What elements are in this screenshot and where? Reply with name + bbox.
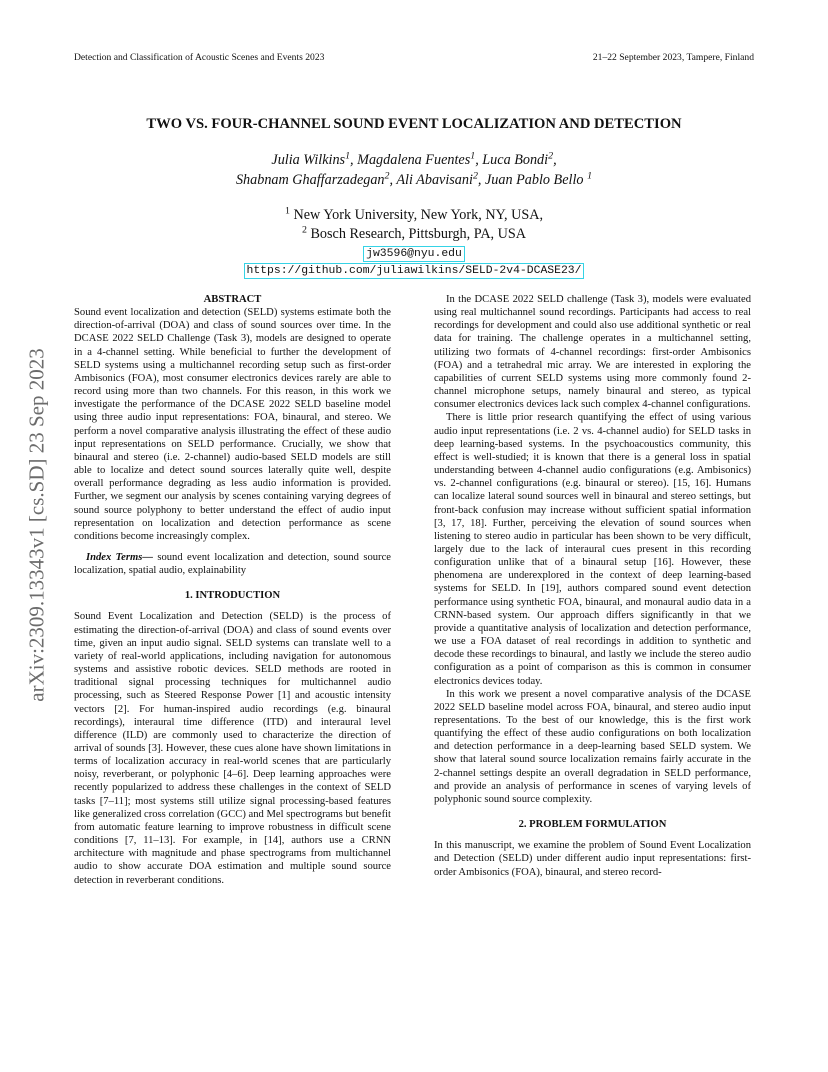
author-name: Julia Wilkins xyxy=(271,152,346,168)
affiliation-nyu: New York University, New York, NY, USA, xyxy=(293,207,543,223)
left-column xyxy=(74,293,391,887)
affiliation-bosch: Bosch Research, Pittsburgh, PA, USA xyxy=(310,226,527,242)
problem-paragraph-1: In this manuscript, we examine the problem of Sound Event Localization and Detection (SELD) under different audio input representations: first-order Ambisonics (FOA), binaural, and stereo record- xyxy=(434,840,751,878)
affil-number: 1 xyxy=(285,205,290,217)
intro-paragraph-3: There is little prior research quantifying the effect of using various audio input representations (i.e. 2 vs. 4-channel audio) for SELD tasks in deep learning-based systems. In the psychoacoustics community, this effect is well-studied; it is known that there is a general loss in spatial understanding between 4-channel audio configurations (e.g. Ambisonics) vs. 2-channel configurations (e.g. binaural or stereo). [15, 16]. Humans can localize lateral sound sources well in binaural and stereo settings, but front-back confusion may increase without sufficient spatial information [3, 17, 18]. Further, perceiving the elevation of sound sources when listening to stereo audio in particular has been shown to be very difficult, largely due to the lack of interaural cues present in this recording configuration unlike that of a binaural setup [16]. However, these phenomena are underexplored in the context of deep learning-based systems for SELD. In [19], authors compared sound event detection performance using synthetic FOA, binaural, and monaural audio data in a CRNN-based system. Our approach differs significantly in that we provide a quantitative analysis of localization and detection performance, we use a FOA dataset of real recordings in addition to synthetic and decode these recordings to binaural, and lastly we include the stereo audio configuration as a point of comparison as this is common in consumer electronics devices today. xyxy=(434,412,751,687)
author-list: Julia Wilkins$^1$, Magdalena Fuentes$^1$, Luca Bondi$^2$, Shabnam Ghaffarzadegan$^2$, Ali Abavisani$^2$, Juan Pablo Bello $^1$ xyxy=(235,150,593,188)
author-name: Shabnam Ghaffarzadegan xyxy=(235,172,385,188)
author-name: Luca Bondi xyxy=(482,152,549,168)
author-name: Juan Pablo Bello xyxy=(485,172,584,188)
author-name: Magdalena Fuentes xyxy=(357,152,471,168)
repo-link[interactable]: https://github.com/juliawilkins/SELD-2v4-DCASE23/ xyxy=(244,263,585,279)
affil-number: 2 xyxy=(301,224,307,236)
index-terms xyxy=(74,551,391,577)
intro-heading: 1. INTRODUCTION xyxy=(184,590,281,602)
intro-paragraph-1: Sound Event Localization and Detection (SELD) is the process of estimating the direction-of-arrival (DOA) and class of sound events over time, given an input audio signal. SELD systems can translate well to a variety of real-world applications, including navigation for autonomous systems and assistive robotic devices. SELD methods are rooted in traditional signal processing techniques for multichannel audio processing, such as Steered Response Power [1] and acoustic intensity vectors [2]. For human-inspired audio recordings (e.g. binaural recordings), interaural time difference (ITD) and interaural level difference (ILD) are commonly used to characterize the direction of arrival of sounds [3]. However, these cues alone have shown limitations in terms of localization accuracy in real-world scenes that are particularly noisy, reverberant, or polyphonic [4–6]. Deep learning approaches were recently popularized to address these challenges in the context of SELD tasks [7–11]; most systems still utilize signal processing-based features like generalized cross correlation (GCC) and Mel spectrograms but benefit from automatic feature learning to improve robustness in difficult scene conditions [7, 11–13]. For example, in [14], authors use a CRNN architecture with magnitude and phase spectrograms from multichannel audio to show accurate DOA estimation and multiple sound source detection in reverberant conditions. xyxy=(74,611,391,886)
author-affil-mark: 1 xyxy=(587,170,593,182)
index-terms-label: Index Terms— xyxy=(86,551,153,563)
author-affil-mark: 2 xyxy=(472,170,478,182)
email-link[interactable]: jw3596@nyu.edu xyxy=(363,246,465,262)
problem-heading: 2. PROBLEM FORMULATION xyxy=(518,819,667,831)
index-terms-text: sound event localization and detection, sound source localization, spatial audio, explainability xyxy=(74,551,391,577)
intro-paragraph-2: In the DCASE 2022 SELD challenge (Task 3), models were evaluated using real multichannel sound recordings. Participants had access to real recordings for development and could also use additional synthetic or real data for training. The challenge operates in a multichannel setting, utilizing two formats of 4-channel recordings: first-order Ambisonics (FOA) and a tetrahedral mic array. We are interested in exploring the capabilities of current SELD systems using more commonly found 2-channel microphone setups, namely binaural and stereo, as typical consumer electronics devices lack such complex 4-channel configurations. xyxy=(434,294,751,411)
author-affil-mark: 2 xyxy=(548,150,554,162)
author-affil-mark: 1 xyxy=(345,150,351,162)
running-header-right: 21–22 September 2023, Tampere, Finland xyxy=(592,52,754,63)
author-name: Ali Abavisani xyxy=(396,172,473,188)
running-header-left: Detection and Classification of Acoustic Scenes and Events 2023 xyxy=(74,52,325,63)
author-affil-mark: 1 xyxy=(470,150,476,162)
arxiv-side-label xyxy=(26,290,48,760)
intro-paragraph-4: In this work we present a novel comparative analysis of the DCASE 2022 SELD baseline model across FOA, binaural, and stereo audio input representations. To the best of our knowledge, this is the first work quantifying the effect of these audio configurations on both localization and detection performance in a deep-learning based SELD system. We show that lateral sound source localization remains fairly accurate in the 2-channel settings despite an overall degradation in SELD performance, and provide an analysis of performance in scenes of varying levels of polyphonic sound source complexity. xyxy=(434,688,751,805)
author-affil-mark: 2 xyxy=(384,170,390,182)
abstract-heading: ABSTRACT xyxy=(203,294,262,305)
contact-links xyxy=(0,246,828,280)
abstract-text: Sound event localization and detection (SELD) systems estimate both the direction-of-arrival (DOA) and class of sound sources over time. In the DCASE 2022 SELD Challenge (Task 3), models are designed to operate in a 4-channel setting. While beneficial to further the development of SELD systems using a multichannel recording setup such as first-order Ambisonics (FOA), most consumer electronics devices rarely are able to record using more than two channels. For this reason, in this work we investigate the performance of the DCASE 2022 SELD baseline model using three audio input representations: FOA, binaural, and stereo. We perform a novel comparative analysis illustrating the effect of these audio input representations on SELD performance. Crucially, we show that binaural and stereo (i.e. 2-channel) audio-based SELD models are still able to localize and detect sound sources laterally quite well, despite overall performance degrading as less audio information is provided. Further, we segment our analysis by scenes containing varying degrees of sound source polyphony to better understand the effect of audio input representation on localization and detection performance as scene conditions become increasingly complex. xyxy=(74,307,391,542)
arxiv-id: arXiv:2309.13343v1 [cs.SD] 23 Sep 2023 xyxy=(24,348,49,702)
right-column xyxy=(434,293,751,879)
paper-title: TWO VS. FOUR-CHANNEL SOUND EVENT LOCALIZATION AND DETECTION xyxy=(146,116,682,132)
affiliations xyxy=(0,206,828,244)
